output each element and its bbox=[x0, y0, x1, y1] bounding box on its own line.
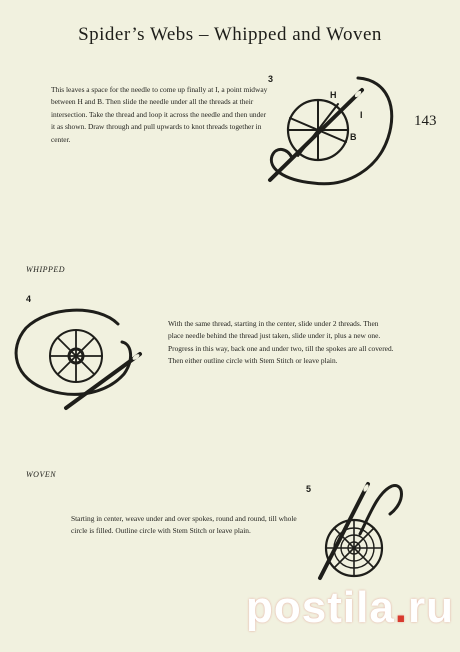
figure-5-illustration bbox=[296, 474, 416, 594]
figure-4-needle bbox=[66, 353, 140, 408]
figure-3-label-h: H bbox=[330, 90, 337, 100]
figure-3 bbox=[258, 68, 408, 198]
page-title: Spider’s Webs – Whipped and Woven bbox=[78, 24, 382, 45]
figure-3-label-i: I bbox=[360, 110, 363, 120]
watermark-text-2: ru bbox=[408, 583, 455, 632]
figure-5-number: 5 bbox=[306, 484, 312, 494]
figure-4 bbox=[8, 294, 158, 424]
figure-5-thread bbox=[360, 485, 402, 534]
paragraph-whipped-instructions: With the same thread, starting in the center, slide under 2 threads. Then place needle behind the thread just taken, slide under it, plus a new one. Progress in this way, back one and under two, till the spokes are all covered. Then either outline circle with Stem Stitch or leave plain. bbox=[168, 319, 394, 366]
watermark-postila bbox=[246, 583, 454, 633]
watermark-dot: . bbox=[394, 583, 409, 632]
figure-4-number: 4 bbox=[26, 294, 32, 304]
figure-4-illustration bbox=[8, 294, 158, 424]
paragraph-knot-center: This leaves a space for the needle to come up finally at I, a point midway between H and B. Then slide the needle under all the threads at their intersection. Take the thread and loop it across the needle and then under it as shown. Draw through and pull upwards to knot threads together in center. bbox=[51, 85, 268, 144]
figure-3-number: 3 bbox=[268, 74, 274, 84]
page-number: 143 bbox=[414, 113, 437, 129]
figure-5 bbox=[296, 474, 416, 594]
paragraph-woven-instructions: Starting in center, weave under and over spokes, round and round, till whole circle is filled. Outline circle with Stem Stitch or leave plain. bbox=[71, 514, 297, 536]
watermark-text-1: postila bbox=[246, 583, 395, 632]
section-heading-woven: WOVEN bbox=[26, 470, 57, 479]
figure-3-label-b: B bbox=[350, 132, 357, 142]
figure-3-illustration bbox=[258, 68, 408, 198]
section-heading-whipped: WHIPPED bbox=[26, 265, 66, 274]
